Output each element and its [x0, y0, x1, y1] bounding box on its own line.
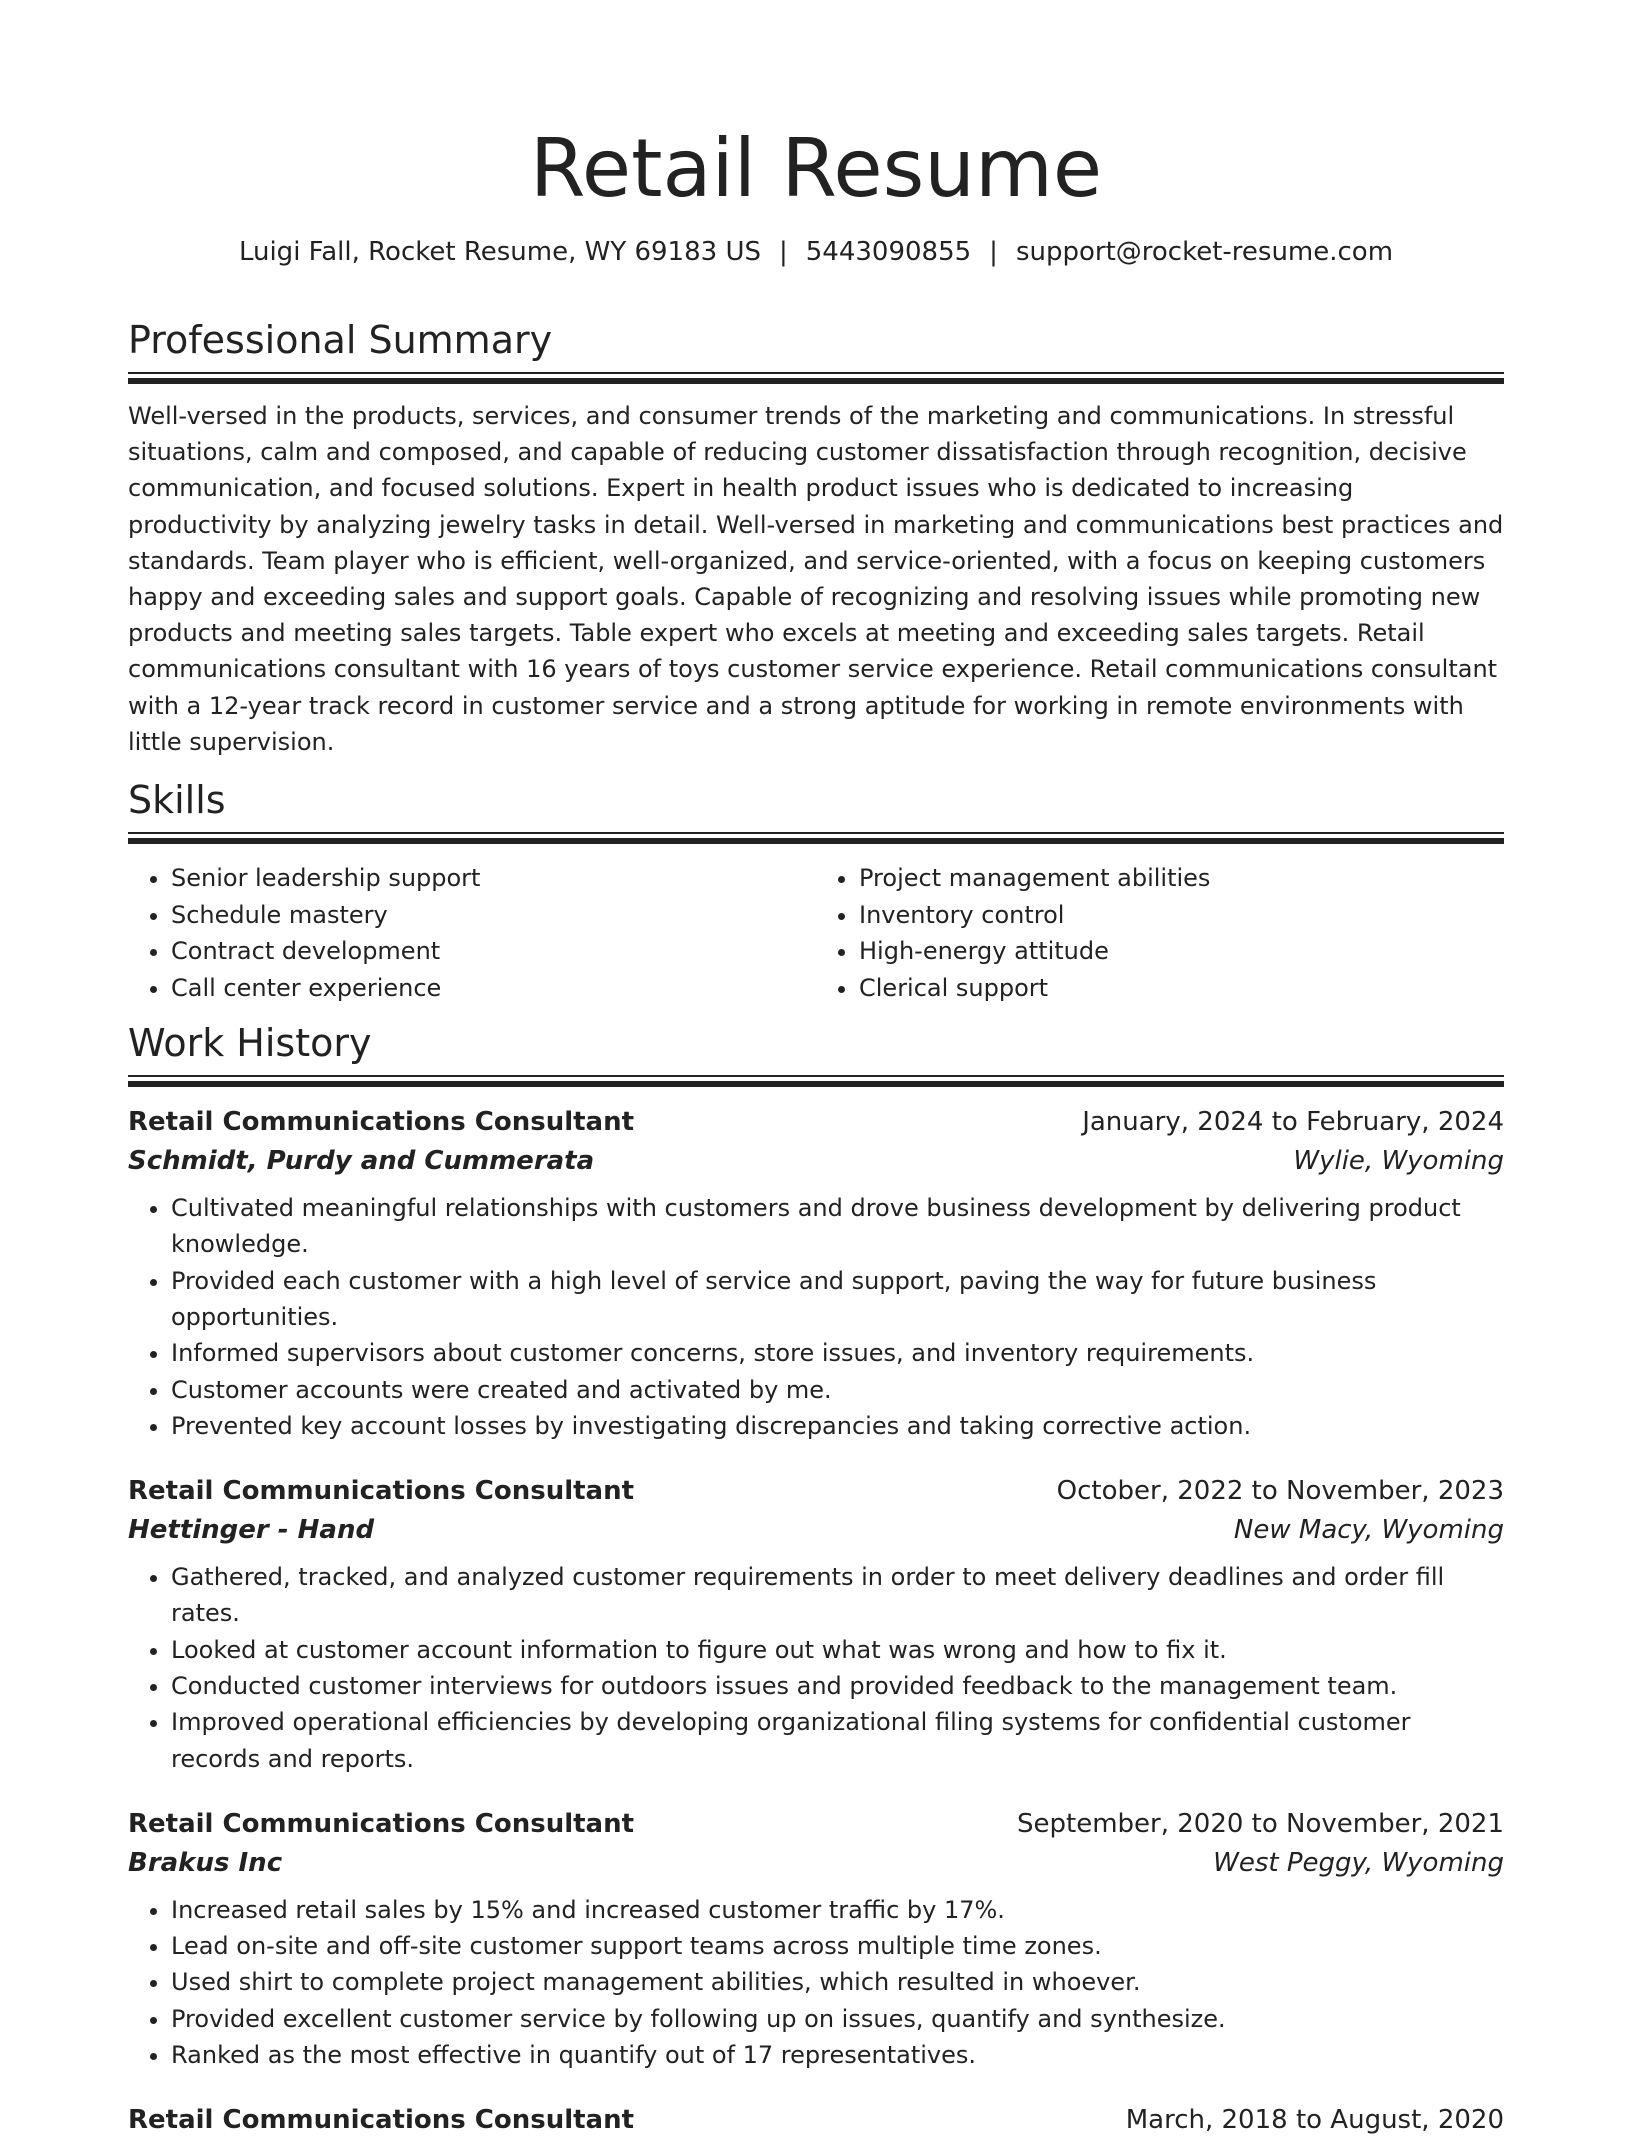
jobs-list	[128, 1103, 1504, 2139]
job-dates: January, 2024 to February, 2024	[1082, 1107, 1504, 1138]
job-entry	[128, 1472, 1504, 1777]
job-entry	[128, 2101, 1504, 2139]
job-title: Retail Communications Consultant	[128, 1808, 635, 1839]
job-dates: October, 2022 to November, 2023	[1056, 1476, 1504, 1507]
skill-item: • Call center experience	[171, 970, 816, 1007]
job-company: Brakus Inc	[128, 1847, 283, 1878]
skill-item: • Schedule mastery	[171, 897, 816, 934]
job-bullets	[128, 1190, 1504, 1444]
summary-text: Well-versed in the products, services, and consumer trends of the marketing and communications. In stressful situations, calm and composed, and capable of reducing customer dissatisfaction through recognition, decisive communication, and focused solutions. Expert in health product issues who is dedicated to increasing productivity by analyzing jewelry tasks in detail. Well-versed in marketing and communications best practices and standards. Team player who is efficient, well-organized, and service-oriented, with a focus on keeping customers happy and exceeding sales and support goals. Capable of recognizing and resolving issues while promoting new products and meeting sales targets. Table expert who excels at meeting and exceeding sales targets. Retail communications consultant with 16 years of toys customer service experience. Retail communications consultant with a 12-year track record in customer service and a strong aptitude for working in remote environments with little supervision.	[128, 402, 1504, 756]
section-heading-work: Work History	[128, 1021, 372, 1066]
job-company: Schmidt, Purdy and Cummerata	[128, 1146, 595, 1177]
skills-columns	[128, 860, 1504, 1006]
job-title: Retail Communications Consultant	[128, 1476, 635, 1507]
job-bullet: • Improved operational efficiencies by developing organizational filing systems for confidential customer records and reports.	[171, 1704, 1504, 1777]
job-dates: September, 2020 to November, 2021	[1017, 1808, 1504, 1839]
skill-item: • Clerical support	[859, 970, 1504, 1007]
contact-phone: 5443090855	[805, 237, 972, 267]
section-divider	[128, 372, 1504, 384]
job-bullet: • Prevented key account losses by investigating discrepancies and taking corrective action.	[171, 1408, 1504, 1444]
job-entry	[128, 1103, 1504, 1444]
job-title: Retail Communications Consultant	[128, 1107, 635, 1138]
skills-section	[128, 777, 1504, 1006]
job-title: Retail Communications Consultant	[128, 2105, 635, 2136]
contact-separator: |	[778, 237, 788, 267]
job-entry	[128, 1805, 1504, 2073]
job-bullet: • Conducted customer interviews for outdoors issues and provided feedback to the management team.	[171, 1668, 1504, 1704]
contact-address: Luigi Fall, Rocket Resume, WY 69183 US	[238, 237, 761, 267]
job-header	[128, 1805, 1504, 1843]
job-location: New Macy, Wyoming	[1233, 1515, 1504, 1546]
job-bullets	[128, 1559, 1504, 1777]
job-bullet: • Customer accounts were created and activated by me.	[171, 1372, 1504, 1408]
job-subheader	[128, 1843, 1504, 1883]
job-header	[128, 1472, 1504, 1510]
job-company: Hettinger - Hand	[128, 1515, 375, 1546]
job-bullet: • Provided each customer with a high level of service and support, paving the way for future business opportunities.	[171, 1263, 1504, 1336]
resume-title: Retail Resume	[529, 122, 1103, 215]
job-location: West Peggy, Wyoming	[1213, 1847, 1504, 1878]
job-bullet: • Ranked as the most effective in quantify out of 17 representatives.	[171, 2037, 1504, 2073]
job-bullet: • Lead on-site and off-site customer support teams across multiple time zones.	[171, 1928, 1504, 1964]
job-header	[128, 1103, 1504, 1141]
contact-email: support@rocket-resume.com	[1015, 237, 1394, 267]
job-bullet: • Gathered, tracked, and analyzed customer requirements in order to meet delivery deadlines and order fill rates.	[171, 1559, 1504, 1632]
job-bullet: • Informed supervisors about customer concerns, store issues, and inventory requirements.	[171, 1335, 1504, 1371]
job-dates: March, 2018 to August, 2020	[1125, 2105, 1504, 2136]
resume-page	[128, 0, 1504, 2139]
job-subheader	[128, 1510, 1504, 1550]
job-bullets	[128, 1892, 1504, 2073]
work-history-section	[128, 1020, 1504, 2139]
section-heading-summary: Professional Summary	[128, 318, 553, 362]
skill-item: • High-energy attitude	[859, 933, 1504, 970]
section-divider	[128, 1075, 1504, 1087]
job-location: Wylie, Wyoming	[1293, 1146, 1504, 1177]
section-heading-skills: Skills	[128, 778, 226, 823]
job-subheader	[128, 1141, 1504, 1181]
skill-item: • Inventory control	[859, 897, 1504, 934]
skill-item: • Senior leadership support	[171, 860, 816, 897]
job-bullet: • Provided excellent customer service by following up on issues, quantify and synthesize.	[171, 2001, 1504, 2037]
skill-item: • Contract development	[171, 933, 816, 970]
job-bullet: • Used shirt to complete project management abilities, which resulted in whoever.	[171, 1964, 1504, 2000]
skill-item: • Project management abilities	[859, 860, 1504, 897]
job-bullet: • Increased retail sales by 15% and increased customer traffic by 17%.	[171, 1892, 1504, 1928]
contact-line	[128, 234, 1504, 270]
section-divider	[128, 832, 1504, 844]
contact-separator: |	[989, 237, 998, 267]
job-header	[128, 2101, 1504, 2139]
skills-list-right	[816, 860, 1504, 1006]
skills-list-left	[128, 860, 816, 1006]
job-bullet: • Cultivated meaningful relationships with customers and drove business development by delivering product knowledge.	[171, 1190, 1504, 1263]
professional-summary-section	[128, 317, 1504, 760]
job-bullet: • Looked at customer account information to figure out what was wrong and how to fix it.	[171, 1632, 1504, 1668]
